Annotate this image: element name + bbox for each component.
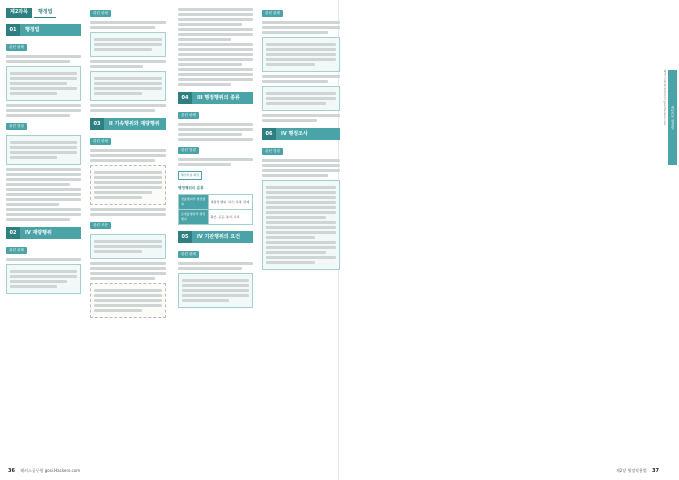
footer-text-right: 제2장 행정작용법 xyxy=(615,468,647,473)
table-title: 행정행위의 분류 xyxy=(178,186,204,190)
note-box xyxy=(90,165,166,205)
chapter-heading xyxy=(6,8,81,18)
callout-box xyxy=(178,273,253,308)
table-cell: 확인, 공증, 통지, 수리 xyxy=(208,210,252,225)
section-title: IV 재량행위 xyxy=(25,229,52,236)
side-url-text: 해커스공무원 학원·인강 gosi.Hackers.com xyxy=(663,70,667,126)
check-label: 해당부분 확인 xyxy=(178,171,202,180)
tag-label: 관련 판례 xyxy=(178,112,199,119)
classification-table xyxy=(178,194,253,225)
footer-left xyxy=(8,468,80,474)
callout-box xyxy=(262,86,340,111)
section-number: 01 xyxy=(6,24,20,36)
callout-box xyxy=(6,135,81,165)
tag-label: 관련 조문 xyxy=(90,222,111,229)
chapter-title: 행정법 xyxy=(34,8,57,18)
page-number-right: 37 xyxy=(652,468,659,474)
tag-label: 관련 판례 xyxy=(90,10,111,17)
section-header-01 xyxy=(6,24,81,36)
section-number: 04 xyxy=(178,92,192,104)
table-header-cell: 준법률행위적 행정행위 xyxy=(179,210,209,225)
note-box xyxy=(90,283,166,318)
chapter-part: 제2과목 xyxy=(6,8,32,18)
callout-box xyxy=(262,37,340,72)
section-title: IV 행정조사 xyxy=(281,130,308,137)
callout-box xyxy=(6,66,81,101)
column-3 xyxy=(178,6,253,311)
table-row xyxy=(179,195,253,210)
callout-box xyxy=(90,71,166,101)
table-header-cell: 법률행위적 행정행위 xyxy=(179,195,209,210)
section-number: 02 xyxy=(6,227,20,239)
side-chapter-tab: 제2과목 행정법 xyxy=(668,70,677,165)
tag-label: 관련 판례 xyxy=(178,251,199,258)
tag-label: 관련 판례 xyxy=(6,44,27,51)
section-title: II 기속행위와 재량행위 xyxy=(109,120,160,127)
tag-label: 관련 판례 xyxy=(90,138,111,145)
section-title: III 행정행위의 종류 xyxy=(197,94,240,101)
callout-box xyxy=(90,234,166,259)
callout-box xyxy=(262,180,340,270)
callout-box xyxy=(90,32,166,57)
tag-label: 관련 법령 xyxy=(6,123,27,130)
footer-right xyxy=(616,468,659,474)
tag-label: 관련 법령 xyxy=(262,148,283,155)
section-header-02 xyxy=(6,227,81,239)
section-header-06 xyxy=(262,128,340,140)
section-number: 03 xyxy=(90,118,104,130)
section-number: 05 xyxy=(178,231,192,243)
footer-text-left: 해커스공무원 gosi.Hackers.com xyxy=(20,468,80,473)
table-cell: 명령적 행위: 허가, 하명, 면제 xyxy=(208,195,252,210)
section-header-05 xyxy=(178,231,253,243)
tag-label: 관련 판례 xyxy=(262,10,283,17)
tag-label: 관련 법령 xyxy=(178,147,199,154)
section-header-04 xyxy=(178,92,253,104)
page-number-left: 36 xyxy=(8,468,15,474)
column-1 xyxy=(6,6,81,297)
tag-label: 관련 판례 xyxy=(6,247,27,254)
section-title: 행정법 xyxy=(25,26,40,33)
callout-box xyxy=(6,264,81,294)
section-number: 06 xyxy=(262,128,276,140)
section-header-03 xyxy=(90,118,166,130)
table-row xyxy=(179,210,253,225)
section-title: IV 기판행위의 요건 xyxy=(197,233,241,240)
column-4 xyxy=(262,6,340,273)
column-2 xyxy=(90,6,166,321)
